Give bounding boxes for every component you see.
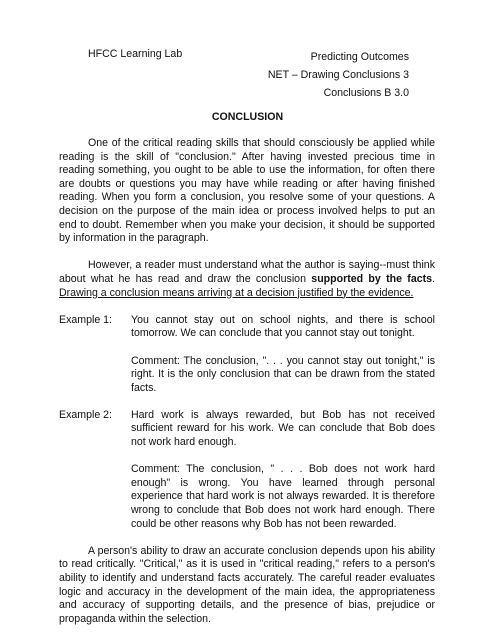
example-2-text: Hard work is always rewarded, but Bob has not received sufficient reward for his work. We can conclude that Bob does not work hard enough. xyxy=(131,408,435,449)
example-2 xyxy=(59,409,435,450)
header-topic: Predicting Outcomes xyxy=(310,51,409,63)
example-1 xyxy=(59,314,435,341)
example-2-label: Example 2: xyxy=(59,408,112,421)
intro-paragraph: One of the critical reading skills that should consciously be applied while reading is the skill of "conclusion." After having invested precious time in reading something, you ought to be able to use the information, for often there are doubts or questions you may have while reading or after having finished reading. When you form a conclusion, you resolve some of your questions. A decision on the purpose of the main idea or process involved helps to put an end to doubt. Remember when you make your decision, it should be supported by information in the paragraph. xyxy=(59,137,435,245)
evidence-definition: Drawing a conclusion means arriving at a decision justified by the evidence. xyxy=(59,286,414,299)
example-1-label: Example 1: xyxy=(59,313,112,326)
header-code: Conclusions B 3.0 xyxy=(323,87,409,99)
header-organization: HFCC Learning Lab xyxy=(88,48,183,60)
evidence-punctuation: . xyxy=(432,272,435,285)
example-1-text: You cannot stay out on school nights, and there is school tomorrow. We can conclude that you cannot stay out tonight. xyxy=(131,313,435,340)
example-1-comment: Comment: The conclusion, ". . . you cannot stay out tonight," is right. It is the only conclusion that can be drawn from the stated facts. xyxy=(131,354,435,394)
evidence-bold-phrase: supported by the facts xyxy=(311,272,433,285)
example-2-comment: Comment: The conclusion, " . . . Bob does not work hard enough" is wrong. You have learned through personal experience that hard work is not always rewarded. It is therefore wrong to conclude that Bob does not work hard enough. There could be other reasons why Bob has not been rewarded. xyxy=(131,463,435,530)
header-course-info xyxy=(268,48,409,102)
header-unit: NET – Drawing Conclusions 3 xyxy=(267,69,409,81)
evidence-paragraph xyxy=(59,259,435,300)
critical-reading-paragraph: A person's ability to draw an accurate conclusion depends upon his ability to read critically. "Critical," as it is used in "critical reading," refers to a person's ability to identify and understand facts accurately. The careful reader evaluates logic and accuracy in the development of the main idea, the appropriateness and accuracy of supporting details, and the presence of bias, prejudice or propaganda within the selection. xyxy=(59,544,435,625)
evidence-text: However, a reader must understand what the author is saying--must think about what he has read and draw the conclusion xyxy=(59,259,435,285)
document-body xyxy=(59,137,435,640)
page-title: CONCLUSION xyxy=(211,111,284,123)
